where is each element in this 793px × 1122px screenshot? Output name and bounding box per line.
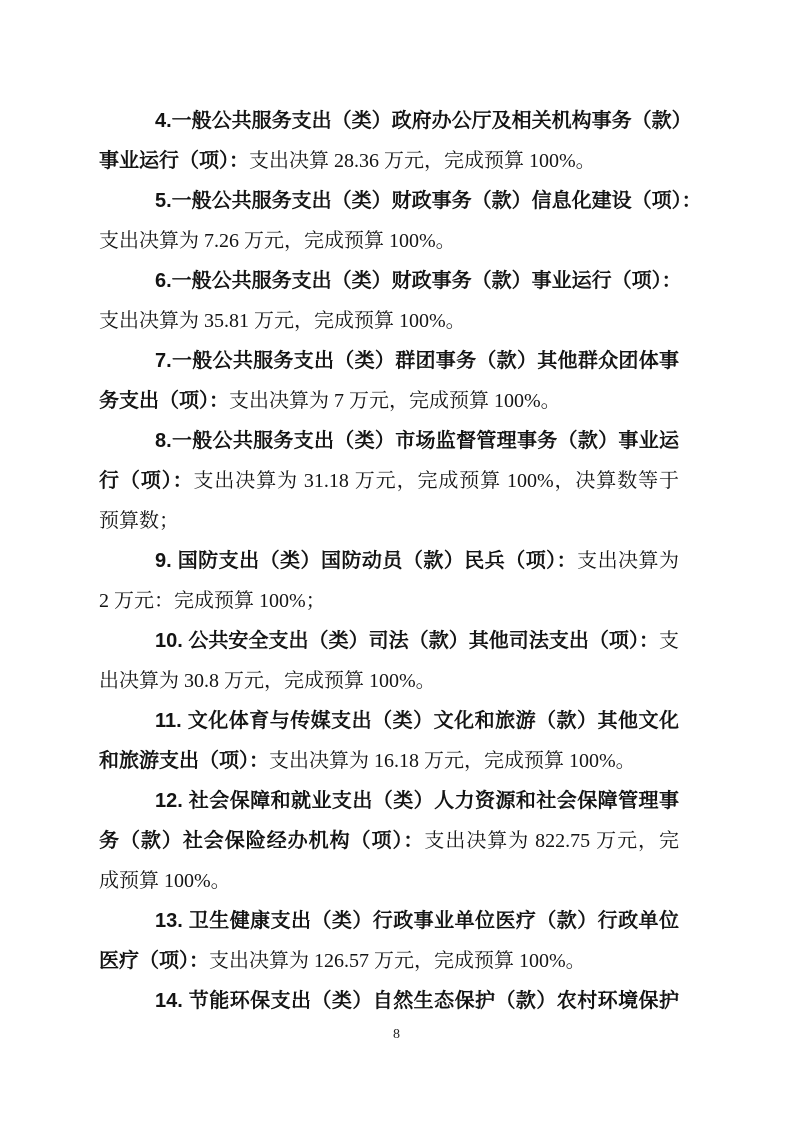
heading-segment: 4.一般公共服务支出（类）政府办公厅及相关机构事务（款） [155, 110, 692, 132]
body-segment: 支出决算为 [577, 550, 679, 572]
text-line [99, 941, 679, 981]
text-line [99, 221, 679, 261]
body-segment: 支出决算为 31.18 万元，完成预算 100%，决算数等于 [193, 470, 680, 492]
body-segment: 支出决算为 35.81 万元，完成预算 100%。 [99, 310, 466, 332]
heading-segment: 10. 公共安全支出（类）司法（款）其他司法支出（项）： [155, 630, 659, 652]
text-line [99, 261, 682, 301]
heading-segment: 12. 社会保障和就业支出（类）人力资源和社会保障管理事 [155, 790, 679, 812]
body-segment: 成预算 100%。 [99, 870, 231, 892]
heading-segment: 和旅游支出（项）： [99, 750, 269, 772]
body-segment: 预算数； [99, 510, 179, 532]
heading-segment: 5.一般公共服务支出（类）财政事务（款）信息化建设（项）： [155, 190, 702, 212]
body-segment: 支出决算为 126.57 万元，完成预算 100%。 [209, 950, 586, 972]
text-line [99, 501, 679, 541]
text-line [99, 901, 679, 941]
body-segment: 支出决算为 822.75 万元，完 [424, 830, 680, 852]
text-line [99, 381, 679, 421]
heading-segment: 11. 文化体育与传媒支出（类）文化和旅游（款）其他文化 [155, 710, 679, 732]
heading-segment: 行（项）： [99, 470, 194, 492]
heading-segment: 6.一般公共服务支出（类）财政事务（款）事业运行（项）： [155, 270, 682, 292]
body-segment: 2 万元：完成预算 100%； [99, 590, 326, 612]
text-line [99, 781, 679, 821]
body-segment: 出决算为 30.8 万元，完成预算 100%。 [99, 670, 436, 692]
text-line [99, 821, 679, 861]
heading-segment: 务支出（项）： [99, 390, 229, 412]
text-line [99, 701, 679, 741]
heading-segment: 医疗（项）： [99, 950, 209, 972]
text-line [99, 341, 679, 381]
body-segment: 支 [659, 630, 679, 652]
heading-segment: 务（款）社会保险经办机构（项）： [99, 830, 425, 852]
text-line [99, 741, 679, 781]
page-number: 8 [393, 1027, 400, 1042]
heading-segment: 8.一般公共服务支出（类）市场监督管理事务（款）事业运 [155, 430, 679, 452]
text-line [99, 421, 679, 461]
text-line [99, 101, 692, 141]
document-text [99, 101, 702, 1021]
body-segment: 支出决算为 7 万元，完成预算 100%。 [229, 390, 561, 412]
body-segment: 支出决算 28.36 万元，完成预算 100%。 [249, 150, 596, 172]
text-line [99, 621, 679, 661]
heading-segment: 13. 卫生健康支出（类）行政事业单位医疗（款）行政单位 [155, 910, 679, 932]
text-line [99, 301, 679, 341]
text-line [99, 661, 679, 701]
text-line [99, 541, 679, 581]
heading-segment: 7.一般公共服务支出（类）群团事务（款）其他群众团体事 [155, 350, 679, 372]
body-segment: 支出决算为 16.18 万元，完成预算 100%。 [269, 750, 636, 772]
text-line [99, 981, 679, 1021]
body-segment: 支出决算为 7.26 万元，完成预算 100%。 [99, 230, 456, 252]
text-line [99, 461, 679, 501]
text-line [99, 861, 679, 901]
heading-segment: 14. 节能环保支出（类）自然生态保护（款）农村环境保护 [155, 990, 679, 1012]
text-line [99, 181, 702, 221]
heading-segment: 9. 国防支出（类）国防动员（款）民兵（项）： [155, 550, 578, 572]
heading-segment: 事业运行（项）： [99, 150, 249, 172]
text-line [99, 581, 679, 621]
text-line [99, 141, 679, 181]
